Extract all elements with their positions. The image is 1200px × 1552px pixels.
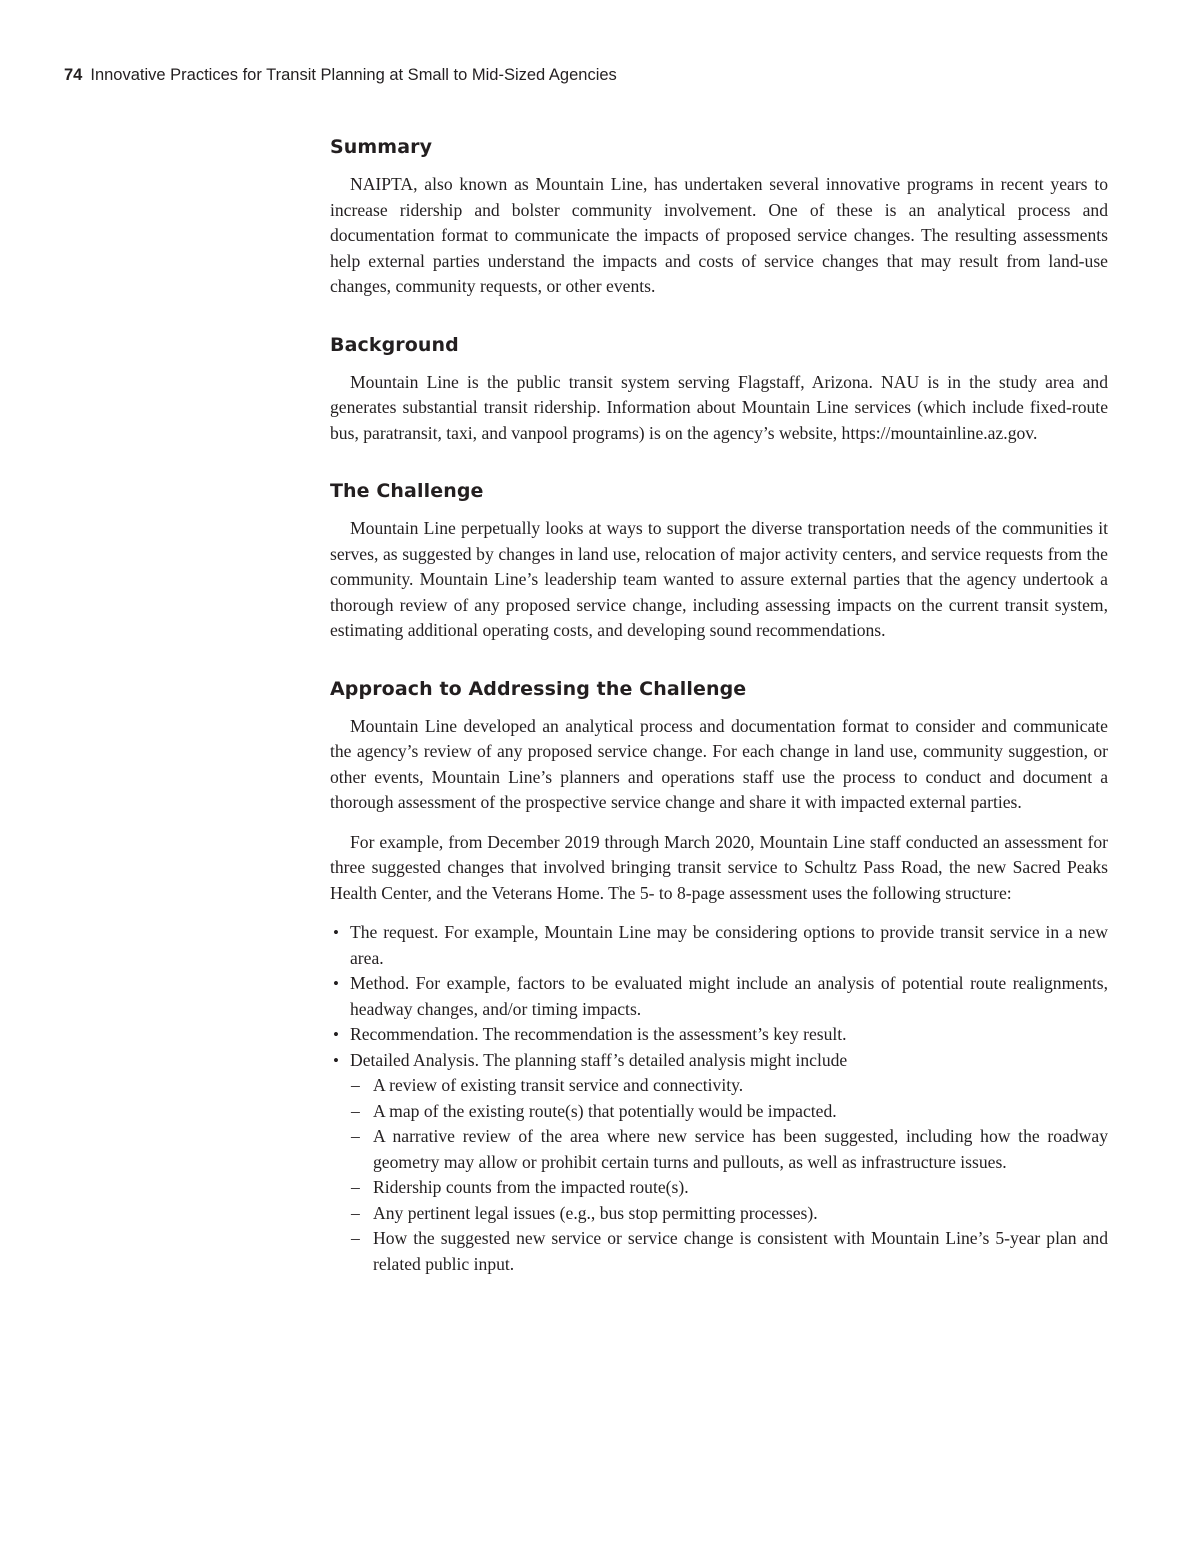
sub-list-item (330, 1201, 1108, 1227)
sub-list-item-text: A review of existing transit service and connectivity. (373, 1075, 744, 1095)
list-item (330, 920, 1108, 971)
summary-section (330, 136, 1108, 300)
sub-list-item-text: How the suggested new service or service change is consistent with Mountain Line’s 5-year plan and related public input. (373, 1228, 1108, 1274)
bullet-icon: • (333, 974, 339, 993)
background-paragraph: Mountain Line is the public transit system serving Flagstaff, Arizona. NAU is in the study area and generates substantial transit ridership. Information about Mountain Line services (which include fixed-route bus, paratransit, taxi, and vanpool programs) is on the agency’s website, https://mountainline.az.gov. (330, 371, 1108, 443)
background-section (330, 334, 1108, 447)
approach-heading: Approach to Addressing the Challenge (330, 677, 747, 700)
sub-list-item (330, 1175, 1108, 1201)
sub-list-item-text: A narrative review of the area where new service has been suggested, including how the roadway geometry may allow or prohibit certain turns and pullouts, as well as infrastructure issues. (373, 1126, 1108, 1172)
list-item-text: Recommendation. The recommendation is the assessment’s key result. (350, 1024, 847, 1044)
summary-paragraph: NAIPTA, also known as Mountain Line, has undertaken several innovative programs in recent years to increase ridership and bolster community involvement. One of these is an analytical process and documentation format to communicate the impacts of proposed service changes. The resulting assessments help external parties understand the impacts and costs of service changes that may result from land-use changes, community requests, or other events. (330, 174, 1108, 296)
sub-list-item-text: Ridership counts from the impacted route(s). (373, 1177, 689, 1197)
running-header (64, 66, 617, 85)
challenge-section (330, 480, 1108, 644)
list-item-text: Detailed Analysis. The planning staff’s detailed analysis might include (350, 1049, 848, 1070)
approach-paragraph: For example, from December 2019 through March 2020, Mountain Line staff conducted an assessment for three suggested changes that involved bringing transit service to Schultz Pass Road, the new Sacred Peaks Health Center, and the Veterans Home. The 5- to 8-page assessment uses the following structure: (330, 831, 1108, 903)
dash-icon: – (351, 1126, 360, 1146)
sub-list-item (330, 1073, 1108, 1099)
list-item-text: Method. For example, factors to be evaluated might include an analysis of potential route realignments, headway changes, and/or timing impacts. (350, 973, 1108, 1019)
dash-icon: – (351, 1177, 360, 1197)
sub-list-item (330, 1226, 1108, 1277)
structure-list (330, 920, 1108, 1277)
bullet-icon: • (333, 923, 339, 942)
approach-paragraph: Mountain Line developed an analytical process and documentation format to consider and communicate the agency’s review of any proposed service change. For each change in land use, community suggestion, or other events, Mountain Line’s planners and operations staff use the process to conduct and document a thorough assessment of the prospective service change and share it with impacted external parties. (330, 715, 1108, 812)
summary-heading: Summary (330, 136, 433, 158)
challenge-heading: The Challenge (330, 480, 484, 502)
sub-list-item-text: Any pertinent legal issues (e.g., bus stop permitting processes). (373, 1202, 818, 1223)
list-item (330, 1022, 1108, 1048)
bullet-icon: • (333, 1025, 339, 1044)
sub-list-item (330, 1099, 1108, 1125)
dash-icon: – (351, 1075, 360, 1095)
challenge-paragraph: Mountain Line perpetually looks at ways to support the diverse transportation needs of the communities it serves, as suggested by changes in land use, relocation of major activity centers, and service requests from the community. Mountain Line’s leadership team wanted to assure external parties that the agency undertook a thorough review of any proposed service change, including assessing impacts on the current transit system, estimating additional operating costs, and developing sound recommendations. (330, 518, 1108, 640)
running-title: Innovative Practices for Transit Planning at Small to Mid-Sized Agencies (90, 66, 617, 84)
sub-list-item (330, 1124, 1108, 1175)
detailed-analysis-sublist (330, 1073, 1108, 1277)
list-item (330, 971, 1108, 1022)
dash-icon: – (351, 1202, 360, 1223)
dash-icon: – (351, 1228, 360, 1248)
main-column (330, 136, 1108, 1303)
sub-list-item-text: A map of the existing route(s) that potentially would be impacted. (373, 1100, 837, 1121)
list-item-text: The request. For example, Mountain Line may be considering options to provide transit service in a new area. (350, 922, 1108, 968)
list-item (330, 1048, 1108, 1278)
bullet-icon: • (333, 1050, 339, 1070)
dash-icon: – (351, 1100, 360, 1121)
page-number: 74 (64, 66, 83, 84)
background-heading: Background (330, 333, 459, 356)
approach-section (330, 678, 1108, 1278)
